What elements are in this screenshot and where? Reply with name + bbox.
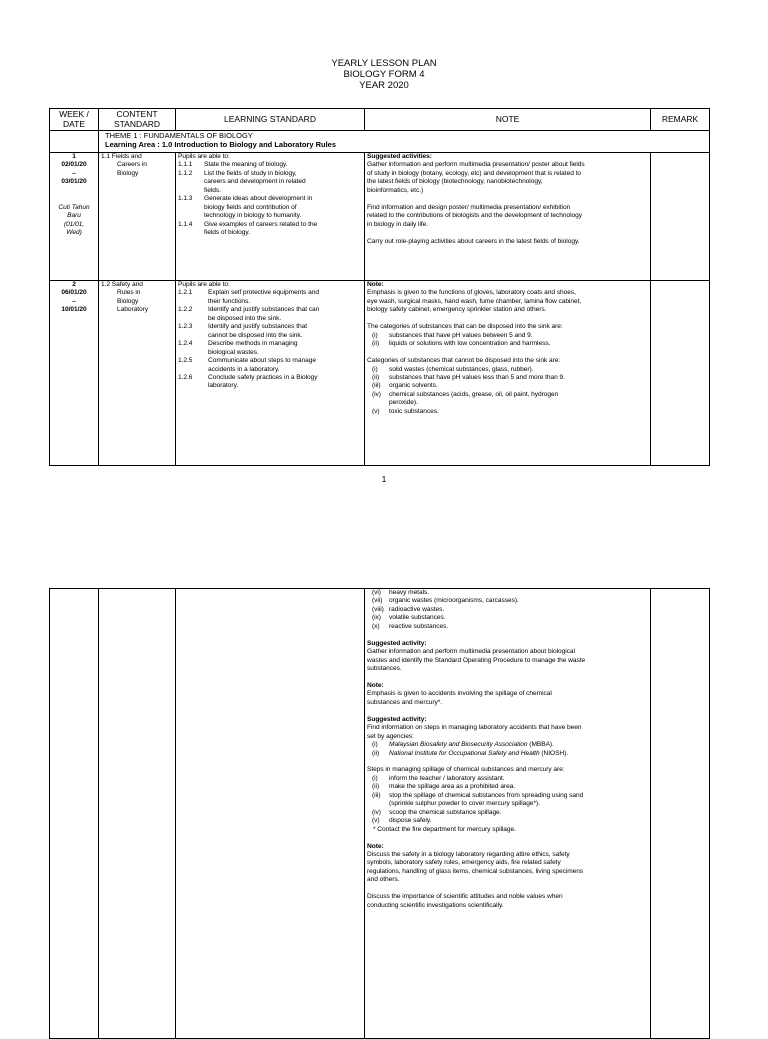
list-item: (x) reactive substances. [372,622,449,630]
week-2-start-date: 06/01/20 [61,289,87,297]
learning-area: Learning Area : 1.0 Introduction to Biology and Laboratory Rules [105,140,336,149]
list-item: (ii) liquids or solutions with low concentration and harmless. [372,340,551,348]
standard-1-1-2: 1.1.2 List the fields of study in biology, careers and development in related fields. [178,169,306,194]
footnote: * Contact the fire department for mercury spillage. [373,825,516,833]
week-1-learning-standard [176,153,365,281]
note-heading: Note: [367,842,384,850]
week-1-end-date: 03/01/20 [61,178,87,186]
list-item: (i) inform the teacher / laboratory assistant. [372,774,505,782]
title-line-1: YEARLY LESSON PLAN [331,58,437,69]
week-2-intro: Pupils are able to: [178,281,230,288]
list-item: (iv) chemical substances (acids, grease, oil, oil paint, hydrogen peroxide). [372,390,559,407]
standard-1-2-1: 1.2.1 Explain self protective equipments and their functions. [178,289,319,305]
col-header-learning: LEARNING STANDARD [176,109,365,131]
list-item: (iv) scoop the chemical substance spillage. [372,808,502,816]
week-1-remark [651,153,710,281]
title-line-3: YEAR 2020 [359,80,409,91]
week-2-dash: – [72,297,76,305]
lesson-plan-table-page-2 [49,588,710,1039]
week-2-learning-standard [176,281,365,466]
week-1-intro: Pupils are able to: [178,153,230,160]
standard-1-2-5: 1.2.5 Communicate about steps to manage accidents in a laboratory. [178,357,316,373]
page-number: 1 [381,474,387,484]
col-header-content: CONTENT STANDARD [99,109,176,131]
no-sink-intro: Categories of substances that cannot be disposed into the sink are: [367,357,561,365]
list-item: (ii) make the spillage area as a prohibited area. [372,783,516,791]
week-2-remark [651,281,710,466]
standard-1-1-1: 1.1.1 State the meaning of biology. [178,161,288,169]
week-1-date-cell [50,153,99,281]
standard-1-2-2: 1.2.2 Identify and justify substances that can be disposed into the sink. [178,306,320,322]
table-row-week-1 [50,153,710,281]
document-title [0,58,768,91]
week-1-number: 1 [72,153,76,160]
week-1-content-standard: 1.1 Fields and Careers in Biology [99,153,176,281]
list-item: (iii) stop the spillage of chemical substances from spreading using sand (sprinkle sulphur powder to cover mercury spillage*). [372,791,584,808]
col-header-remark: REMARK [651,109,710,131]
week-2-end-date: 10/01/20 [61,306,87,314]
list-item: (iii) organic solvents. [372,382,438,390]
list-item: (i) solid wastes (chemical substances, glass, rubber). [372,365,534,373]
lesson-plan-table-page-1 [49,108,710,466]
week-1-start-date: 02/01/20 [61,161,87,169]
list-item: (i) substances that have pH values between 5 and 9. [372,331,533,339]
week-2-number: 2 [72,281,76,288]
standard-1-2-4: 1.2.4 Describe methods in managing biological wastes. [178,340,298,356]
week-2-note-continued: (vi) heavy metals. (vii) organic wastes (microorganisms, carcasses). (viii) radioactive wastes. (ix) volatile substances. (x) reactive substances. Suggested activity: Gather information and perform multimedia presentation about biological wastes and identify the Standard Operating Procedure to manage the waste substances. Note: Emphasis is given to accidents involving the spillage of chemical substances and mercury*. Suggested activity: Find information on steps in managing laboratory accidents that have been set by agencies: (i) Malaysian Biosafety and Biosecurity Association (MBBA). (ii) National Institute for Occupational Safety and Health (NIOSH). Steps in managing spillage of chemical substances and mercury are: (i) inform the teacher / laboratory assistant. (ii) make the spillage area as a prohibited area. (iii) stop the spillage of chemical substances from spreading using sand (sprinkle sulphur powder to cover mercury spillage*). (iv) scoop the chemical substance spillage. (v) dispose safely. * Contact the fire department for mercury spillage. Note: Discuss the safety in a biology laboratory regarding attire ethics, safety symbols, laboratory safety rules, emergency aids, fire related safety regulations, handling of glass items, chemical substances, living specimens and others. Discuss the importance of scientific attitudes and noble values when conducting scientific investigations scientifically. [365,589,651,1039]
activity-heading: Suggested activity: [367,639,427,647]
week-1-note: Suggested activities: Gather information and perform multimedia presentation/ poster about fields of study in biology (botany, ecology, etc) and development that is related to the latest fields of biology (biotechnology, nanobiotechnology, bioinformatics, etc.) Find information and design poster/ multimedia presentation/ exhibition related to the contributions of biologists and the development of technology in biology in daily life. Carry out role-playing activities about careers in the latest fields of biology. [365,153,651,281]
col-header-note: NOTE [365,109,651,131]
week-2-date-cell [50,281,99,466]
list-item: (v) dispose safely. [372,817,432,825]
standard-1-1-4: 1.1.4 Give examples of careers related to the fields of biology. [178,220,318,237]
list-item: (i) Malaysian Biosafety and Biosecurity Association (MBBA). [372,741,554,749]
standard-1-2-3: 1.2.3 Identify and justify substances that cannot be disposed into the sink. [178,323,307,339]
list-item: (viii) radioactive wastes. [372,605,445,613]
theme-row [50,131,710,153]
table-row-week-2-continued [50,589,710,1039]
table-row-week-2 [50,281,710,466]
list-item: (v) toxic substances. [372,407,439,415]
week-2-note: Note: Emphasis is given to the functions of gloves, laboratory coats and shoes, eye wash, surgical masks, hand wash, fume chamber, lamina flow cabinet, biology safety cabinet, emergency sprinkler station and others. The categories of substances that can be disposed into the sink are: (i) substances that have pH values between 5 and 9. (ii) liquids or solutions with low concentration and harmless. Categories of substances that cannot be disposed into the sink are: (i) solid wastes (chemical substances, glass, rubber). (ii) substances that have pH values less than 5 and more than 9. (iii) organic solvents. (iv) chemical substances (acids, grease, oil, oil paint, hydrogen peroxide). (v) toxic substances. [365,281,651,466]
list-item: (vii) organic wastes (microorganisms, carcasses). [372,597,519,605]
week-2-content-standard: 1.2 Safety and Rules in Biology Laboratory [99,281,176,466]
table-header-row [50,109,710,131]
theme-cell [99,131,710,153]
list-item: (ix) volatile substances. [372,614,446,622]
week-2-note-heading: Note: [367,281,384,288]
list-item: (ii) substances that have pH values less than 5 and more than 9. [372,373,565,381]
week-1-dash: – [72,169,76,177]
steps-intro: Steps in managing spillage of chemical substances and mercury are: [367,766,565,774]
col-header-week: WEEK / DATE [50,109,99,131]
week-1-note-heading: Suggested activities: [367,153,432,160]
week-1-holiday: Cuti Tahun Baru (01/01, Wed) [58,203,90,237]
standard-1-1-3: 1.1.3 Generate ideas about development in biology fields and contribution of technology in biology to humanity. [178,195,313,220]
title-line-2: BIOLOGY FORM 4 [343,69,425,80]
sink-intro: The categories of substances that can be disposed into the sink are: [367,323,563,331]
standard-1-2-6: 1.2.6 Conclude safety practices in a Biology laboratory. [178,373,318,390]
theme-title: THEME 1 : FUNDAMENTALS OF BIOLOGY [105,131,253,140]
list-item: (ii) National Institute for Occupational Safety and Health (NIOSH). [372,749,569,757]
activity-heading: Suggested activity: [367,715,427,723]
note-heading: Note: [367,681,384,689]
list-item: (vi) heavy metals. [372,589,430,596]
